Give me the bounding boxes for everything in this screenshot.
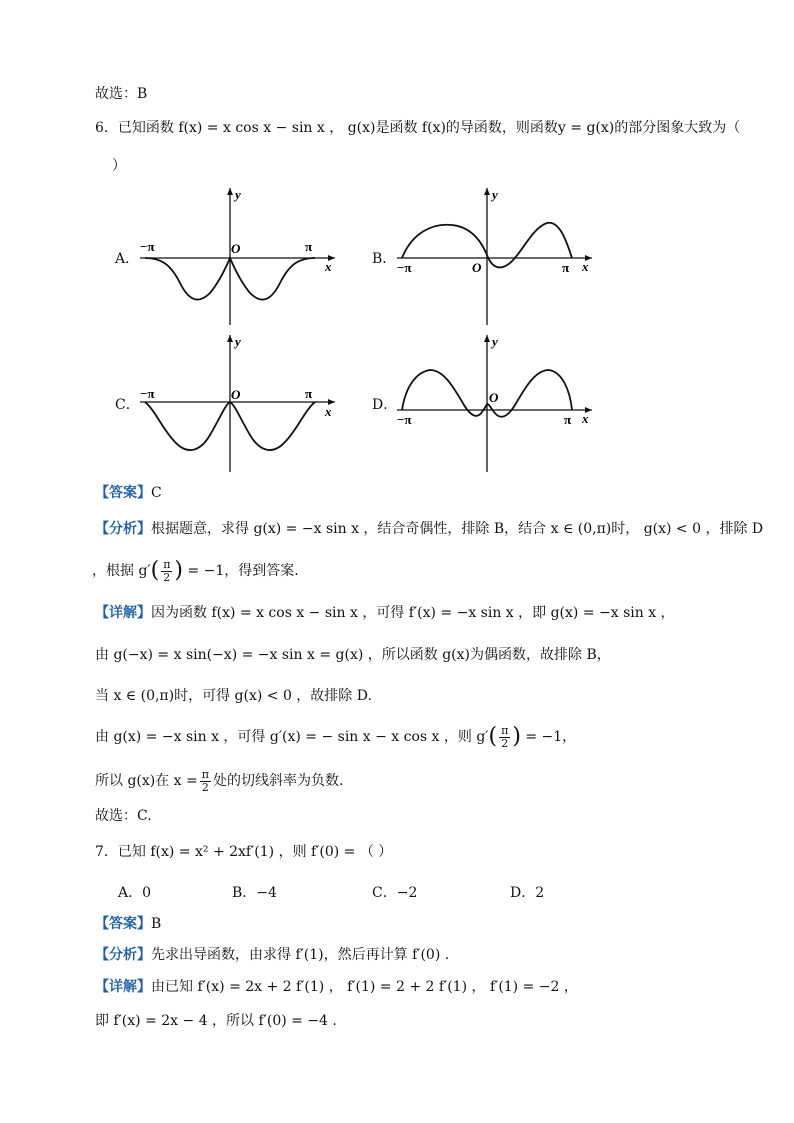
q6-analysis-1: 根据题意，求得 g(x) = −x sin x ，结合奇偶性，排除 B，结合 x ∈ (0,π)时， g(x) < 0 ，排除 D: [151, 521, 764, 537]
q6-stem-line1: 6．已知函数 f(x) = x cos x − sin x ， g(x)是函数 f(x)的导函数，则函数y = g(x)的部分图象大致为（: [95, 120, 741, 136]
graph-b-y: y: [492, 187, 498, 202]
graph-a-pi: π: [305, 239, 313, 254]
graph-c-neg-pi: −π: [140, 386, 155, 401]
option-b-label: B．: [372, 251, 397, 267]
q7-option-a: A．0: [118, 885, 152, 901]
graph-d-x: x: [582, 411, 589, 426]
answer-tag: 【答案】: [95, 916, 151, 932]
graph-d-origin: O: [489, 390, 499, 405]
analysis-tag: 【分析】: [95, 947, 151, 963]
q6-conclusion: 故选：C.: [95, 808, 152, 824]
graph-b-neg-pi: −π: [397, 260, 412, 275]
graph-c-y: y: [235, 334, 241, 349]
answer-tag: 【答案】: [95, 485, 151, 501]
q7-detail-line2: 即 f′(x) = 2x − 4 ，所以 f′(0) = −4 .: [95, 1013, 337, 1029]
q6-detail-1: 因为函数 f(x) = x cos x − sin x ，可得 f′(x) = −x sin x ，即 g(x) = −x sin x ，: [151, 605, 675, 621]
graph-a-x: x: [325, 259, 332, 274]
detail-tag: 【详解】: [95, 605, 151, 621]
graph-c-x: x: [325, 404, 332, 419]
option-d-label: D．: [372, 397, 398, 413]
graph-a-origin: O: [231, 241, 241, 256]
q6-detail-4a: 由 g(x) = −x sin x ，可得 g′(x) = − sin x − x cos x ，则 g′: [95, 729, 489, 745]
graph-d-y: y: [492, 334, 498, 349]
q7-answer: B: [151, 916, 162, 932]
graph-a-neg-pi: −π: [140, 239, 155, 254]
option-a-label: A．: [115, 251, 140, 267]
fraction-pi-over-2: $\frac{\pi}{2}$: [163, 557, 171, 584]
graph-c-origin: O: [231, 387, 241, 402]
q7-analysis-line: [95, 945, 449, 965]
q6-detail-5a: 所以 g(x)在 x =: [95, 773, 198, 789]
graph-b: [392, 183, 602, 328]
graph-d-pi: π: [564, 412, 572, 427]
detail-tag: 【详解】: [95, 979, 151, 995]
q6-detail-4b: = −1，: [520, 729, 577, 745]
prev-answer: 故选：B: [95, 86, 148, 102]
q6-answer: C: [151, 485, 162, 501]
q6-detail-line1: [95, 603, 675, 623]
q6-detail-5b: 处的切线斜率为负数.: [213, 773, 344, 789]
graph-d-neg-pi: −π: [397, 412, 412, 427]
q6-analysis-2a: ，根据 g′: [92, 563, 151, 579]
q6-answer-line: [95, 483, 162, 503]
q7-analysis: 先求出导函数，由求得 f′(1)，然后再计算 f′(0) .: [151, 947, 450, 963]
q7-option-b: B．−4: [232, 885, 277, 901]
q6-detail-line5: [95, 766, 343, 796]
q6-stem-line2: ）: [112, 158, 126, 174]
graph-b-x: x: [582, 259, 589, 274]
graph-b-origin: O: [472, 260, 482, 275]
q7-option-d: D．2: [510, 885, 545, 901]
q7-detail-1: 由已知 f′(x) = 2x + 2 f′(1) ， f′(1) = 2 + 2 f′(1) ， f′(1) = −2 ，: [151, 979, 578, 995]
q6-detail-line3: 当 x ∈ (0,π)时，可得 g(x) < 0 ，故排除 D.: [95, 688, 372, 704]
graph-d: [392, 330, 602, 475]
graph-a: [135, 183, 345, 328]
graph-b-pi: π: [562, 260, 570, 275]
fraction-pi-over-2: $\frac{\pi}{2}$: [501, 723, 509, 750]
q6-detail-line2: 由 g(−x) = x sin(−x) = −x sin x = g(x) ，所以函数 g(x)为偶函数，故排除 B，: [95, 647, 611, 663]
graph-a-y: y: [235, 187, 241, 202]
q6-detail-line4: 由 g(x) = −x sin x ，可得 g′(x) = − sin x − x cos x ，则 g′( $\frac{\pi}{2}$ ) = −1，: [95, 723, 577, 750]
graph-c: [135, 330, 345, 475]
q7-option-c: C．−2: [372, 885, 418, 901]
q6-analysis-line1: [95, 519, 763, 539]
q7-answer-line: [95, 914, 161, 934]
analysis-tag: 【分析】: [95, 521, 151, 537]
q6-analysis-line2: ，根据 g′( $\frac{\pi}{2}$ ) = −1，得到答案.: [92, 557, 299, 584]
q6-analysis-2b: = −1，得到答案.: [183, 563, 299, 579]
q7-stem: 7．已知 f(x) = x² + 2xf′(1) ，则 f′(0) = （ ）: [95, 844, 393, 860]
option-c-label: C．: [115, 397, 140, 413]
graph-c-pi: π: [305, 386, 313, 401]
q7-detail-line1: [95, 977, 578, 997]
fraction-pi-over-2: $\frac{\pi}{2}$: [201, 767, 209, 794]
